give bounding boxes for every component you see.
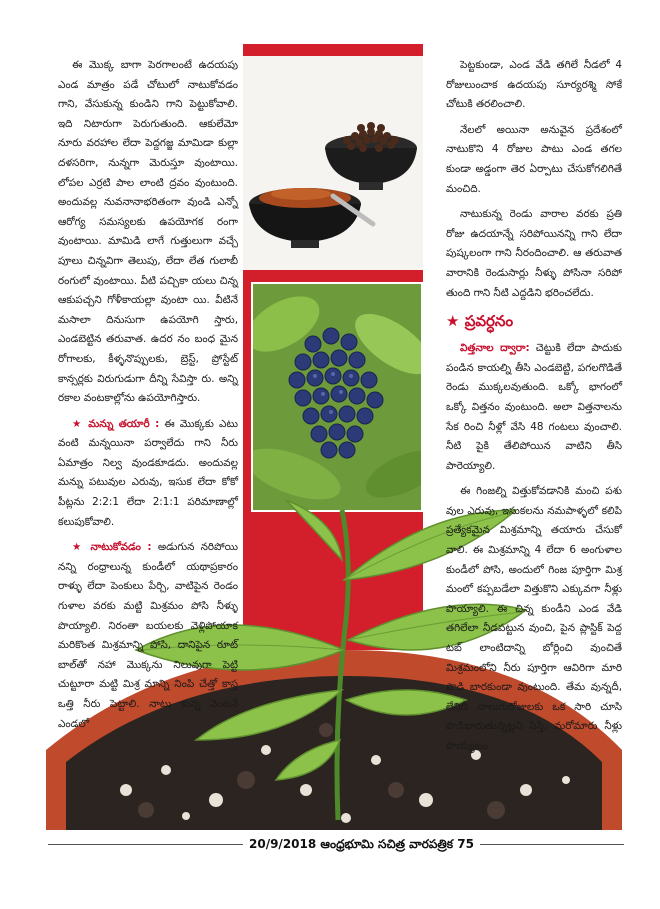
planting-paragraph <box>58 538 238 734</box>
right-text-column <box>446 56 622 757</box>
seed-body: చెట్టుకి లేదా పాదుకు పండిన కాయల్ని తీసి ఎండబెట్టి, పగలగొడితే రెండు ముక్కలవుతుంది. ఒక్కో భాగంలో ఒక్కో విత్తనం వుంటుంది. అలా విత్తనాలను సేక రించి నీళ్లో వేసి 48 గంటలు వుంచాలి. నీటి పైకి తేలిపోయిన వాటిని తీసి పారెయ్యాలి. <box>446 342 622 472</box>
planting-body: అడుగున నరిపోయి నన్ని రంధ్రాలున్న కుండీలో యథాప్రకారం రాళ్ళు లేదా పెంకులు పేర్చి, వాటిపైన రెండం గుళాల వరకు మట్టి మిశ్రమం పోసి నీళ్ళు పొయ్యాలి. నిరంతా బయలకు వెళ్లిపోయాక మరికొంత మిశ్రమాన్ని పోసి, దానిపైన రూట్ బాల్‌తో నహా మొక్కను నిలువుగా పెట్టి చుట్టూరా మట్టి మిశ్ర మాన్ని నింపి చేత్తో కాస్త ఒత్తి నీరు పెట్టాలి. నాటు కున్న వెంటనే ఎండలో <box>58 541 238 730</box>
footer-publication: ఆంధ్రభూమి సచిత్ర వారపత్రిక <box>320 837 454 851</box>
footer-text <box>243 832 480 856</box>
star-icon: ★ <box>446 312 460 331</box>
propagation-section-title: ★ ప్రవర్ధనం <box>446 312 514 331</box>
left-intro-paragraph: ఈ మొక్క బాగా పెరగాలంటే ఉదయపు ఎండ మాత్రం పడే చోటులో నాటుకోవడం గాని, వేసుకున్న కుండిని గాని పెట్టుకోవాలి. ఇది నిటారుగా పెరుగుతుంది. ఆకులేమో నూరు వరహాల లేదా పెద్దగజ్జ మామిడా కుల్లా దళసరిగా, నున్నగా మెరుస్తూ వుంటాయి. లోపల ఎర్రటి పాల లాంటి ద్రవం వుంటుంది. అందువల్ల నువనానాభరితంగా వుండి ఎన్నో ఆరోగ్య సమస్యలకు ఉపయోగక రంగా వుంటాయి. మామిడి లాగే గుత్తులుగా వచ్చే పూలు చిన్నవిగా తెలుపు, లేదా లేత గులాబీ రంగులో వుంటాయి. వీటి పచ్చికా యలు చిన్న ఆకుపచ్చని గోళీకాయల్లా వుంటా యి. వీటినే మసాలా దినుసుగా ఉపయోగి స్తారు, ఎండబెట్టిన తరువాత. ఉదర నం బంధ మైన రోగాలకు, కీళ్ళనొప్పులకు, బ్రెస్ట్, ప్రోస్టేట్ కాన్సర్లకు విరుగుడుగా దీన్ని సేవిస్తా రు. అన్ని రకాల వంటకాల్లోను ఉపయోగిస్తారు. <box>58 59 238 405</box>
right-paragraph-2: నేలలో అయినా అనువైన ప్రదేశంలో నాటుకొని 4 రోజుల పాటు ఎండ తగల కుండా అడ్డంగా తెర ఏర్పాటు చేసుకోగలిగితే మంచిది. <box>446 123 622 195</box>
left-text-column <box>58 56 238 734</box>
right-paragraph-3: నాటుకున్న రెండు వారాల వరకు ప్రతి రోజు ఉదయాన్నే సరిపోయినన్ని గాని లేదా పుష్కలంగా గాని నీరందించాలి. ఆ తరువాత వారానికి రెండుసార్లు నీళ్ళు పోసినా సరిపో తుంది గాని నీటి ఎద్దడిని భరించలేదు. <box>446 208 622 299</box>
planting-heading: నాటుకోవడం : <box>90 541 152 554</box>
seed-lead: విత్తనాల ద్వారా: <box>460 342 530 355</box>
right-paragraph-5: ఈ గింజల్ని విత్తుకోవడానికి మంచి పశు వుల ఎరువు, ఇసుకలను నమపాళ్ళలో కలిపి ప్రత్యేకమైన మిశ్రమాన్ని తయారు చేసుకో వాలి. ఈ మిశ్రమాన్ని 4 లేదా 6 అంగుళాల కుండీలో పోసి, అందులో గింజ పూర్తిగా మిశ్ర మంలో కప్పబడేలా విత్తుకొని ఎక్కువగా నీళ్లు పొయ్యాలి. ఈ చిన్న కుండీని ఎండ వేడి తగిలేలా నీడపట్టున వుంచి, పైన ప్లాస్టిక్ పెద్ద టబ్ లాంటిదాన్ని బోర్లించి వుంచితే మిశ్రమంలోని నీరు పూర్తిగా ఆవిరిగా మారి పొడి బారకుండా వుంటుంది. తేమ వున్నదీ, లేనిదీ నాలుగురోజులకు ఒక సారి చూసి పొడిబారుతున్నట్లని పిస్తే, మరోమారు నీళ్లు పొయ్యటం <box>446 485 622 752</box>
allspice-berries-photo <box>251 282 423 512</box>
seed-paragraph <box>446 339 622 476</box>
star-icon: ★ <box>72 541 85 554</box>
right-paragraph-1: పెట్టకుండా, ఎండ వేడి తగిలే నీడలో 4 రోజులుంచాక ఉదయపు సూర్యరశ్మి సోకే చోటుకి తరలించాలి. <box>446 59 622 111</box>
soil-paragraph <box>58 415 238 533</box>
soil-body: ఈ మొక్కకు ఎటు వంటి మన్నయినా పర్వాలేదు గాని నీరు ఏమాత్రం నిల్వ వుండకూడదు. అందువల్ల మన్ను పటువుల ఎరువు, ఇసుక లేదా కోకో పీట్లను 2:2:1 లేదా 2:1:1 పరిమాణాల్లో కలుపుకోవాలి. <box>58 417 238 528</box>
page-footer <box>0 832 660 862</box>
star-icon: ★ <box>72 417 84 430</box>
soil-heading: మన్ను తయారీ : <box>88 417 160 430</box>
footer-date: 20/9/2018 <box>249 837 317 851</box>
spice-photo <box>243 56 423 270</box>
page-number: 75 <box>457 837 474 851</box>
